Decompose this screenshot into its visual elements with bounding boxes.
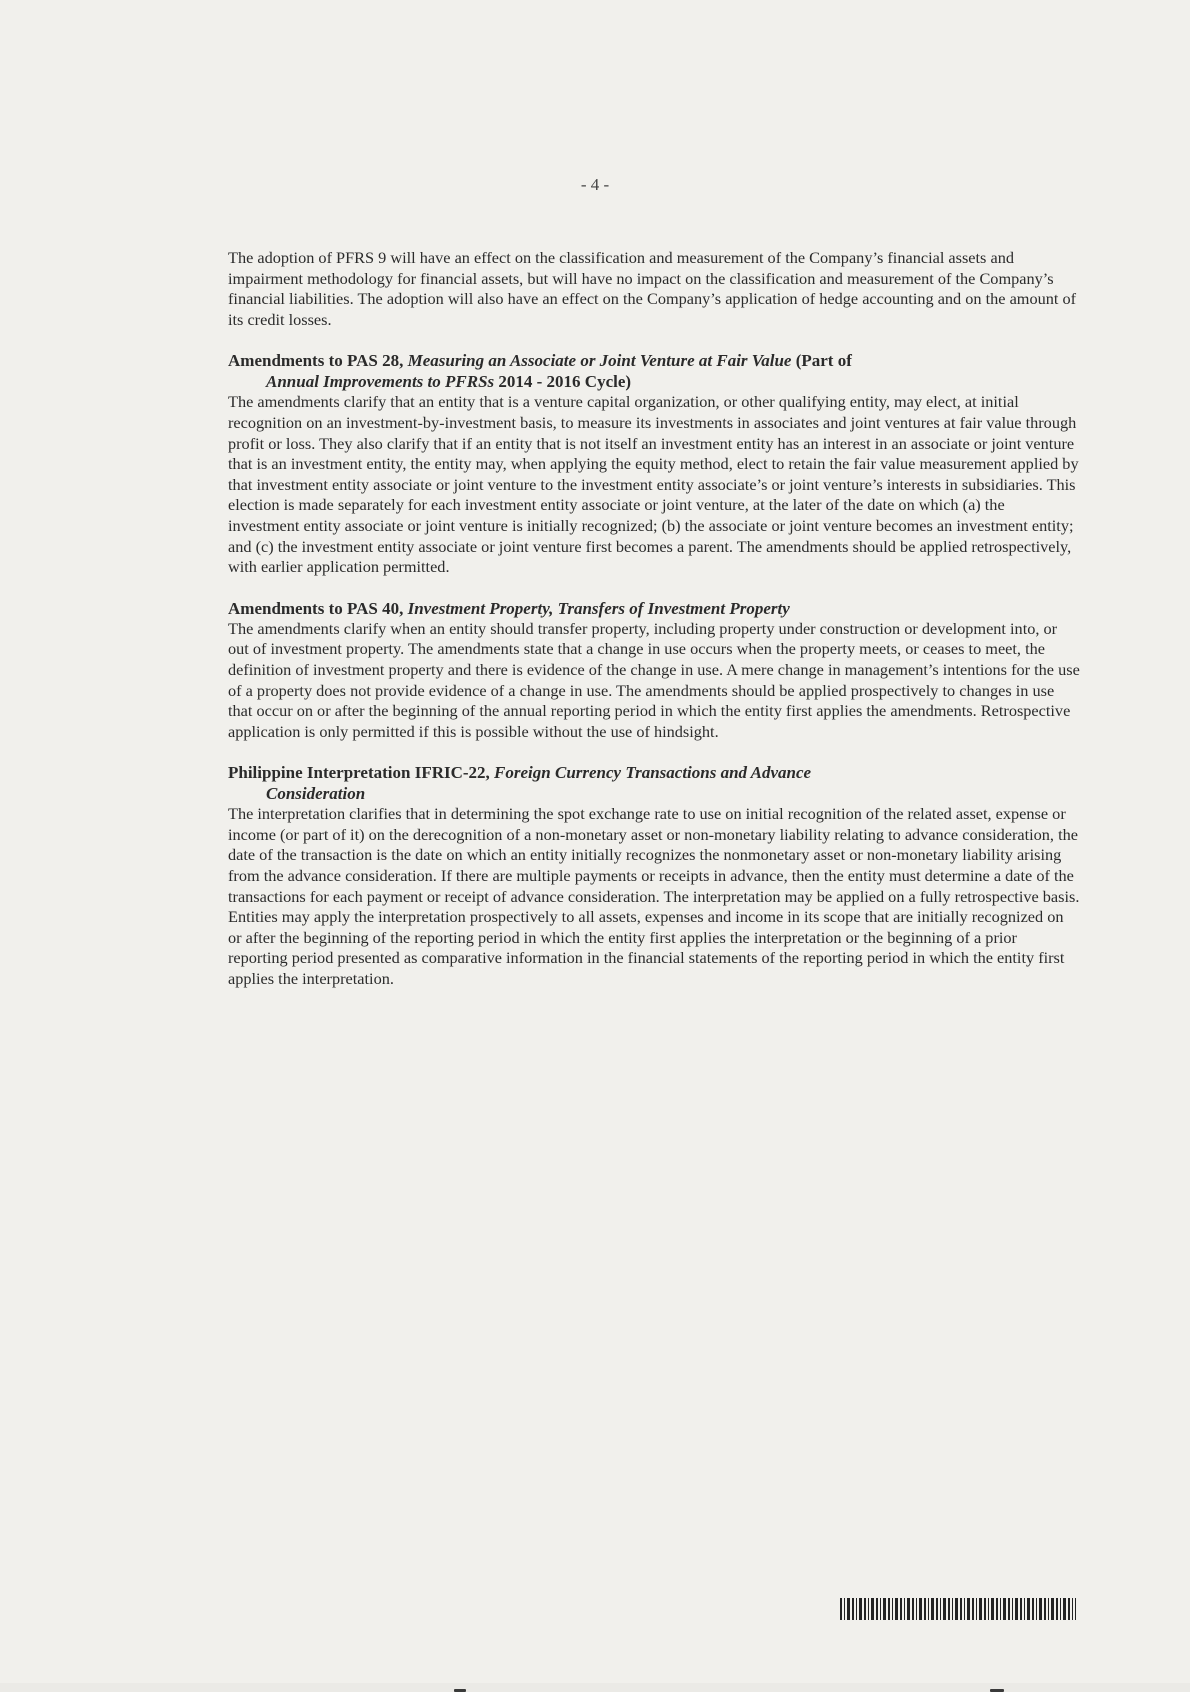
heading-continuation xyxy=(228,371,1080,392)
heading-prefix: Amendments to PAS 28, xyxy=(228,351,408,371)
heading-title: Foreign Currency Transactions and Advance xyxy=(494,763,812,783)
heading-suffix: (Part of xyxy=(791,351,852,371)
section-heading xyxy=(228,350,1080,392)
section-body: The interpretation clarifies that in determining the spot exchange rate to use on initial recognition of the related asset, expense or income (or part of it) on the derecognition of a non-monetary asset or non-monetary liability relating to advance consideration, the date of the transaction is the date on which an entity initially recognizes the nonmonetary asset or non-monetary liability arising from the advance consideration. If there are multiple payments or receipts in advance, then the entity must determine a date of the transactions for each payment or receipt of advance consideration. The interpretation may be applied on a fully retrospective basis. Entities may apply the interpretation prospectively to all assets, expenses and income in its scope that are initially recognized on or after the beginning of the reporting period in which the entity first applies the interpretation or the beginning of a prior reporting period presented as comparative information in the financial statements of the reporting period in which the entity first applies the interpretation. xyxy=(228,804,1080,989)
heading-prefix: Philippine Interpretation IFRIC-22, xyxy=(228,763,495,783)
heading-continuation xyxy=(228,783,1080,804)
section-body: The amendments clarify that an entity that is a venture capital organization, or other qualifying entity, may elect, at initial recognition on an investment-by-investment basis, to measure its investments in associates and joint ventures at fair value through profit or loss. They also clarify that if an entity that is not itself an investment entity has an interest in an associate or joint venture that is an investment entity, the entity may, when applying the equity method, elect to retain the fair value measurement applied by that investment entity associate or joint venture to the investment entity associate’s or joint venture’s interests in subsidiaries. This election is made separately for each investment entity associate or joint venture, at the later of the date on which (a) the investment entity associate or joint venture is initially recognized; (b) the associate or joint venture becomes an investment entity; and (c) the investment entity associate or joint venture first becomes a parent. The amendments should be applied retrospectively, with earlier application permitted. xyxy=(228,392,1079,577)
heading-title: Measuring an Associate or Joint Venture at Fair Value xyxy=(407,351,792,371)
page-content xyxy=(228,248,1080,990)
heading-prefix: Amendments to PAS 40, xyxy=(228,598,408,618)
heading-cont-suffix: 2014 - 2016 Cycle) xyxy=(494,372,632,392)
section-ifric-22 xyxy=(228,762,1080,989)
page-number: - 4 - xyxy=(580,175,610,194)
heading-cont-title: Annual Improvements to PFRSs xyxy=(266,372,495,392)
section-heading xyxy=(228,598,1080,619)
barcode xyxy=(840,1598,1076,1620)
heading-cont-title: Consideration xyxy=(266,784,366,804)
intro-paragraph: The adoption of PFRS 9 will have an effect on the classification and measurement of the Company’s financial assets and impairment methodology for financial assets, but will have no impact on the classification and measurement of the Company’s financial liabilities. The adoption will also have an effect on the Company’s application of hedge accounting and on the amount of its credit losses. xyxy=(228,248,1077,329)
heading-title: Investment Property, Transfers of Investment Property xyxy=(407,598,790,618)
section-pas-40 xyxy=(228,598,1080,743)
section-heading xyxy=(228,762,1080,804)
section-body: The amendments clarify when an entity should transfer property, including property under construction or development into, or out of investment property. The amendments state that a change in use occurs when the property meets, or ceases to meet, the definition of investment property and there is evidence of the change in use. A mere change in management’s intentions for the use of a property does not provide evidence of a change in use. The amendments should be applied prospectively to changes in use that occur on or after the beginning of the annual reporting period in which the entity first applies the amendments. Retrospective application is only permitted if this is possible without the use of hindsight. xyxy=(228,618,1080,741)
section-pas-28 xyxy=(228,350,1080,577)
